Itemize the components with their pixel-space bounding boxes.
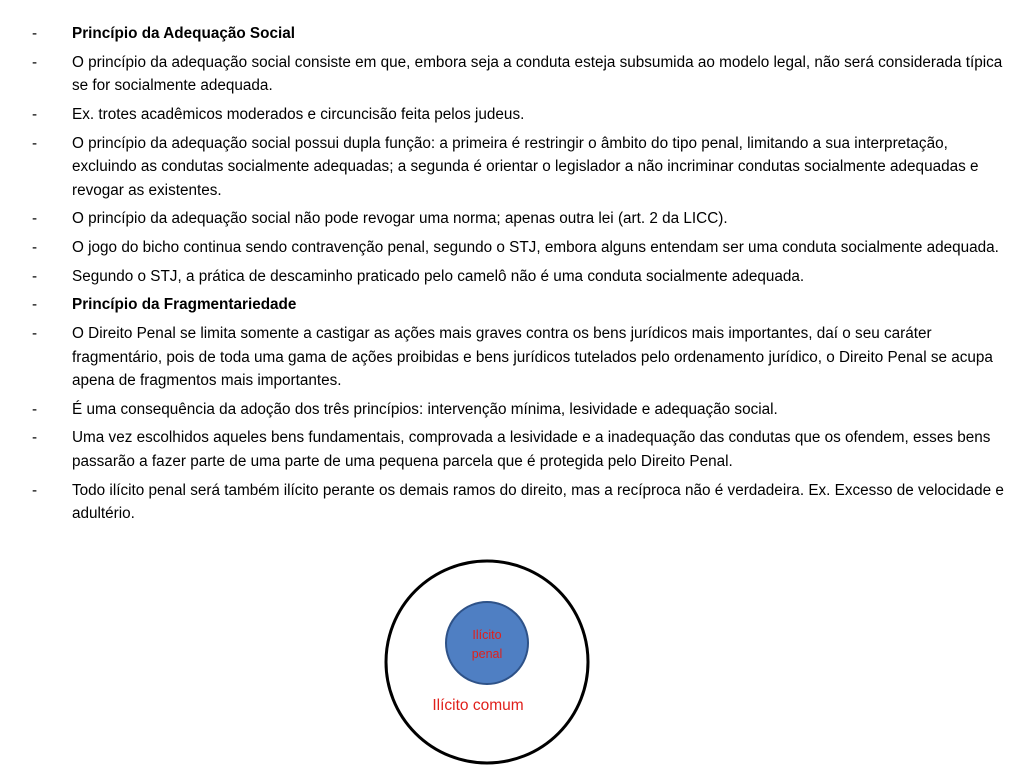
- bullet-marker: -: [32, 25, 38, 42]
- bullet-marker: -: [32, 325, 38, 342]
- bullet-text: O jogo do bicho continua sendo contravenção penal, segundo o STJ, embora alguns entendam ser uma conduta socialmente adequada.: [72, 238, 999, 256]
- inner-label-line1: Ilícito: [472, 628, 502, 642]
- section-heading: [32, 22, 1007, 46]
- bullet-item: [32, 265, 1007, 289]
- bullet-marker: -: [32, 481, 38, 499]
- bullet-text: Ex. trotes acadêmicos moderados e circuncisão feita pelos judeus.: [72, 105, 525, 123]
- bullet-item: [32, 398, 1007, 422]
- bullet-item: [32, 51, 1007, 98]
- bullet-text: O princípio da adequação social consiste em que, embora seja a conduta esteja subsumida ao modelo legal, não será considerada típica se for socialmente adequada.: [72, 53, 1003, 95]
- bullet-item: [32, 207, 1007, 231]
- bullet-item: [32, 479, 1007, 526]
- bullet-text: Princípio da Adequação Social: [72, 25, 295, 42]
- bullet-text: Segundo o STJ, a prática de descaminho praticado pelo camelô não é uma conduta socialmente adequada.: [72, 267, 805, 285]
- bullet-text: Todo ilícito penal será também ilícito perante os demais ramos do direito, mas a recíproca não é verdadeira. Ex. Excesso de velocidade e adultério.: [72, 481, 1004, 523]
- bullet-marker: -: [32, 238, 38, 256]
- bullet-item: [32, 132, 1007, 203]
- bullet-marker: -: [32, 210, 38, 228]
- bullet-item: [32, 103, 1007, 127]
- bullet-marker: -: [32, 429, 38, 447]
- inner-circle-ilicito-penal: [446, 602, 528, 684]
- bullet-marker: -: [32, 53, 38, 71]
- bullet-item: [32, 426, 1007, 473]
- bullet-list: [32, 22, 1007, 531]
- outer-label: Ilícito comum: [432, 697, 524, 714]
- bullet-marker: -: [32, 267, 38, 285]
- bullet-text: Uma vez escolhidos aqueles bens fundamentais, comprovada a lesividade e a inadequação das condutas que os ofendem, esses bens passarão a fazer parte de uma parte de uma pequena parcela que é protegida pelo Direito Penal.: [72, 429, 991, 470]
- bullet-text: É uma consequência da adoção dos três princípios: intervenção mínima, lesividade e adequação social.: [72, 400, 778, 418]
- bullet-marker: -: [32, 296, 38, 314]
- inner-label-line2: penal: [471, 647, 503, 661]
- bullet-text: Princípio da Fragmentariedade: [72, 296, 297, 314]
- bullet-text: O princípio da adequação social possui dupla função: a primeira é restringir o âmbito do tipo penal, limitando a sua interpretação, excluindo as condutas socialmente adequadas; a segunda é orientar o legislador a não incriminar condutas socialmente adequadas e revogar as existentes.: [72, 134, 979, 199]
- bullet-marker: -: [32, 134, 38, 152]
- section-heading: [32, 293, 1007, 317]
- bullet-text: O princípio da adequação social não pode revogar uma norma; apenas outra lei (art. 2 da LICC).: [72, 210, 728, 228]
- venn-diagram: [382, 558, 592, 768]
- bullet-item: [32, 322, 1007, 393]
- bullet-item: [32, 236, 1007, 260]
- bullet-marker: -: [32, 105, 38, 123]
- bullet-marker: -: [32, 400, 38, 418]
- bullet-text: O Direito Penal se limita somente a castigar as ações mais graves contra os bens jurídicos mais importantes, daí o seu caráter fragmentário, pois de toda uma gama de ações proibidas e bens jurídicos tutelados pelo ordenamento jurídico, o Direito Penal se acupa apena de fragmentos mais importantes.: [72, 325, 993, 389]
